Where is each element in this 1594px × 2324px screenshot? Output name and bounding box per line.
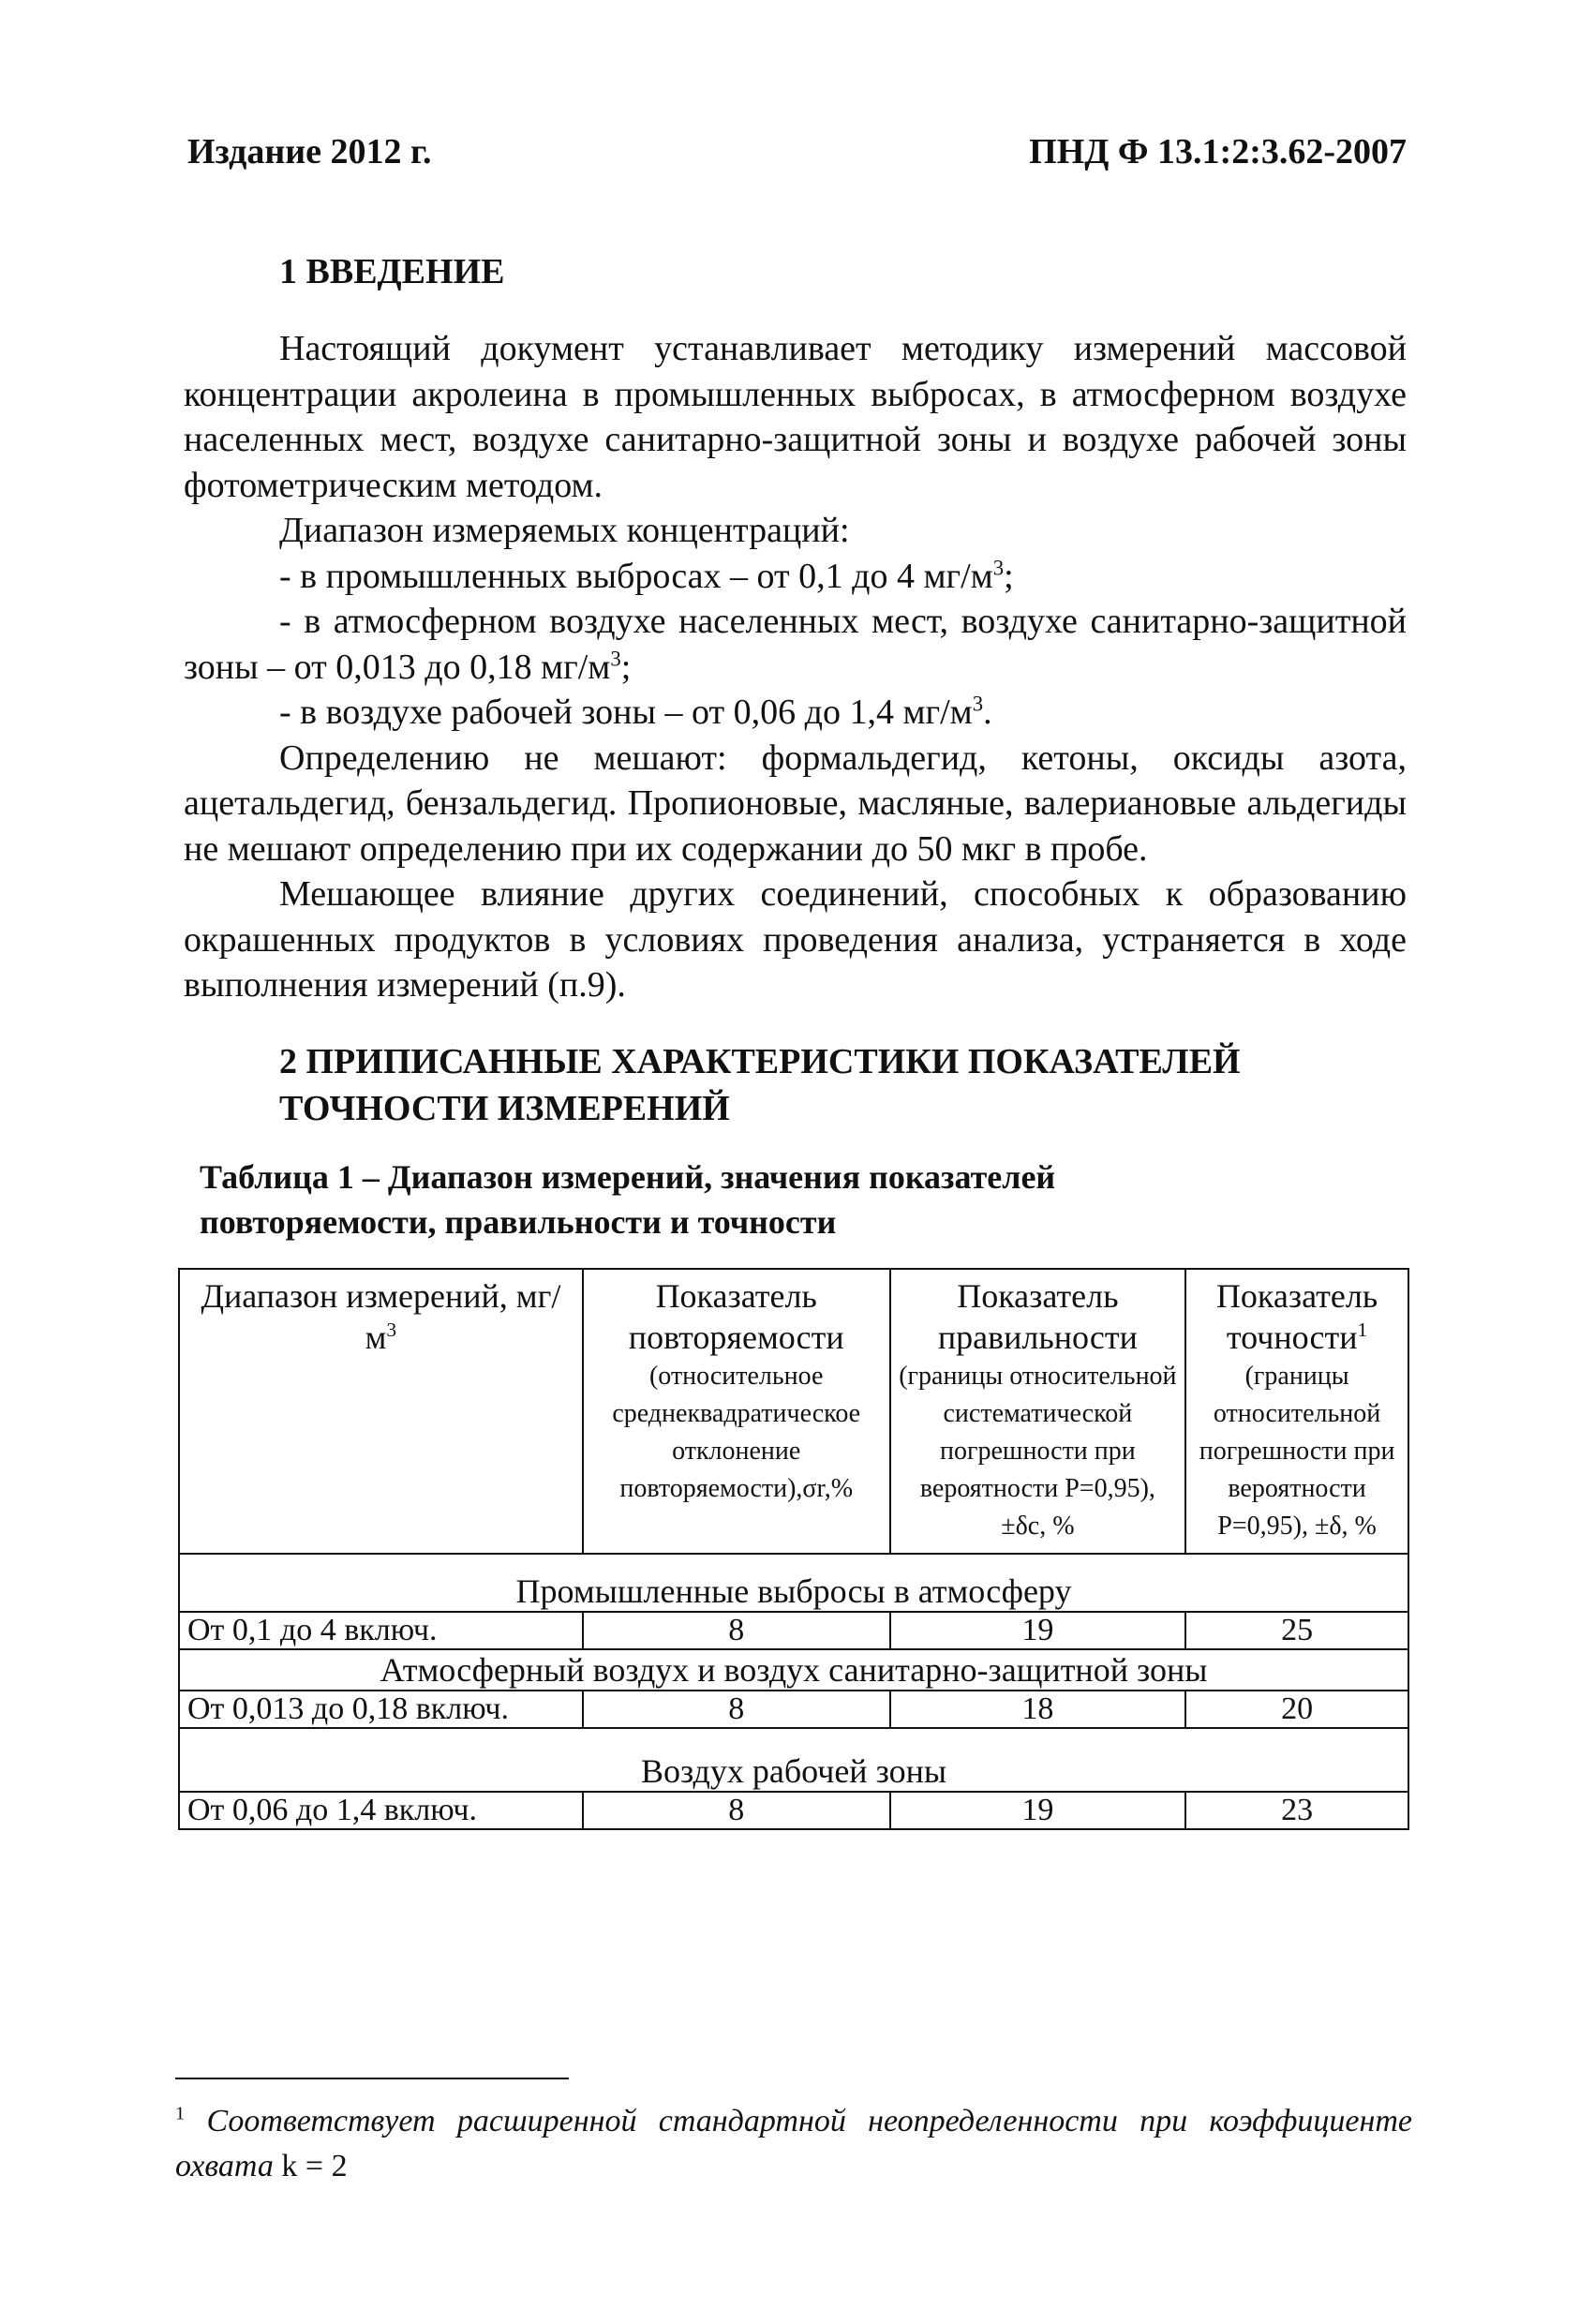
header-repeatability — [583, 1269, 890, 1554]
table-row — [179, 1691, 1408, 1728]
table-group-row — [179, 1649, 1408, 1691]
correctness-cell: 19 — [890, 1792, 1186, 1829]
header-accuracy-note: (границы относительной погрешности при вероятности Р=0,95), ±δ, % — [1199, 1362, 1395, 1541]
group-title: Атмосферный воздух и воздух санитарно-защитной зоны — [179, 1649, 1408, 1691]
range-atmospheric-text: - в атмосферном воздухе населенных мест, воздухе санитарно-защитной зоны – от 0,013 до 0,18 мг/м — [184, 602, 1407, 687]
group-title: Промышленные выбросы в атмосферу — [179, 1554, 1408, 1612]
group-title: Воздух рабочей зоны — [179, 1728, 1408, 1792]
range-work — [184, 690, 1407, 736]
footnote — [175, 2099, 1412, 2189]
unit-power: 3 — [610, 646, 621, 670]
header-accuracy-text: Показатель точности — [1215, 1277, 1378, 1356]
footnote-text: Соответствует расширенной стандартной неопределенности при коэффициенте охвата — [175, 2104, 1412, 2183]
punctuation: ; — [1004, 556, 1014, 596]
footnote-k-value: k = 2 — [281, 2149, 348, 2183]
header-repeatability-label: Показатель повторяемости — [628, 1277, 844, 1356]
repeatability-cell: 8 — [583, 1612, 890, 1649]
range-heading: Диапазон измеряемых концентраций: — [279, 511, 850, 550]
range-cell: От 0,013 до 0,18 включ. — [179, 1691, 583, 1728]
intro-paragraph: Настоящий документ устанавливает методику измерений массовой концентрации акролеина в промышленных выбросах, в атмосферном воздухе населенных мест, воздухе санитарно-защитной зоны и воздухе рабочей зоны фотометрическим методом. — [184, 329, 1407, 505]
header-correctness — [890, 1269, 1186, 1554]
repeatability-cell: 8 — [583, 1691, 890, 1728]
punctuation: . — [983, 693, 992, 732]
range-cell: От 0,1 до 4 включ. — [179, 1612, 583, 1649]
range-industrial — [184, 554, 1407, 600]
document-code: ПНД Ф 13.1:2:3.62-2007 — [1029, 132, 1407, 171]
table-row — [179, 1792, 1408, 1829]
header-correctness-note: (границы относительной систематической погрешности при вероятности Р=0,95), ±δс, % — [899, 1362, 1177, 1541]
unit-power: 3 — [992, 555, 1005, 579]
accuracy-cell: 23 — [1185, 1792, 1408, 1829]
edition-label: Издание 2012 г. — [187, 132, 432, 171]
header-range — [179, 1269, 583, 1554]
header-range-label — [187, 1275, 574, 1358]
header-range-sup: 3 — [386, 1318, 397, 1341]
correctness-cell: 19 — [890, 1612, 1186, 1649]
range-industrial-text: - в промышленных выбросах – от 0,1 до 4 мг/м — [279, 556, 993, 596]
footnote-divider — [175, 2078, 569, 2079]
interference-paragraph: Мешающее влияние других соединений, способных к образованию окрашенных продуктов в условиях проведения анализа, устраняется в ходе выполнения измерений (п.9). — [184, 874, 1407, 1005]
table-group-row — [179, 1728, 1408, 1792]
range-cell: От 0,06 до 1,4 включ. — [179, 1792, 583, 1829]
section-1-title: 1 ВВЕДЕНИЕ — [279, 252, 505, 291]
header-accuracy — [1185, 1269, 1408, 1554]
section-1-body — [184, 326, 1407, 1008]
table-caption-line-1: Таблица 1 – Диапазон измерений, значения показателей — [200, 1158, 1056, 1196]
accuracy-table — [178, 1268, 1409, 1830]
repeatability-cell: 8 — [583, 1792, 890, 1829]
section-2-title-line-1: 2 ПРИПИСАННЫЕ ХАРАКТЕРИСТИКИ ПОКАЗАТЕЛЕЙ — [279, 1042, 1241, 1081]
footnote-ref: 1 — [1357, 1318, 1368, 1341]
footnote-marker: 1 — [175, 2103, 186, 2124]
accuracy-cell: 20 — [1185, 1691, 1408, 1728]
header-accuracy-label — [1194, 1275, 1400, 1358]
unit-power: 3 — [972, 692, 984, 716]
table-1-caption — [200, 1155, 1230, 1244]
header-range-text: Диапазон измерений, мг/м — [201, 1277, 561, 1356]
no-interference-paragraph: Определению не мешают: формальдегид, кетоны, оксиды азота, ацетальдегид, бензальдегид. Пропионовые, масляные, валериановые альдегиды не мешают определению при их содержании до 50 мкг в пробе. — [184, 737, 1407, 869]
accuracy-cell: 25 — [1185, 1612, 1408, 1649]
table-row — [179, 1612, 1408, 1649]
section-2-title — [279, 1038, 1241, 1132]
table-caption-line-2: повторяемости, правильности и точности — [200, 1203, 837, 1241]
range-work-text: - в воздухе рабочей зоны – от 0,06 до 1,4 мг/м — [279, 693, 973, 732]
section-2-title-line-2: ТОЧНОСТИ ИЗМЕРЕНИЙ — [279, 1089, 730, 1128]
table-group-row — [179, 1554, 1408, 1612]
table-header-row — [179, 1269, 1408, 1554]
punctuation: ; — [620, 647, 632, 687]
range-atmospheric — [184, 599, 1407, 690]
correctness-cell: 18 — [890, 1691, 1186, 1728]
header-repeatability-note: (относительное среднеквадратическое отклонение повторяемости),σr,% — [612, 1362, 861, 1503]
header-correctness-label: Показатель правильности — [937, 1277, 1138, 1356]
